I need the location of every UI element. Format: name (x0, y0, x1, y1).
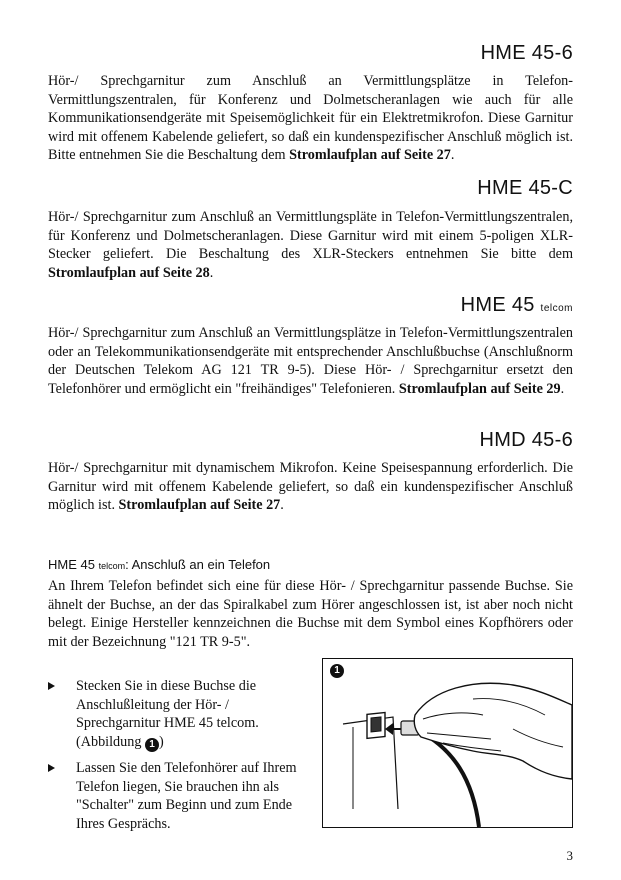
insert-arrow-head (385, 723, 393, 735)
step-text (76, 677, 310, 752)
model-name: HMD 45-6 (479, 429, 573, 451)
hand-plugging-connector-illustration (323, 659, 572, 827)
description-hme-45-c (48, 208, 573, 282)
title-rest: : Anschluß an ein Telefon (125, 557, 271, 572)
description-hmd-45-6 (48, 459, 573, 515)
circuit-diagram-reference: Stromlaufplan auf Seite 27 (289, 147, 451, 164)
description-text: Hör-/ Sprechgarnitur mit dynamischem Mikrofon. Keine Speisespannung erforderlich. Die Garnitur wird mit offenem Kabelende geliefert, so daß ein kundenspezifischer Anschluß möglich ist. (48, 460, 573, 514)
model-name: HME 45-C (477, 177, 573, 199)
circuit-diagram-reference: Stromlaufplan auf Seite 28 (48, 264, 210, 281)
intro-text: An Ihrem Telefon befindet sich eine für diese Hör- / Sprechgarnitur passende Buchse. Sie ähnelt der Buchse, an der das Spiralkabel zum Hörer angeschlossen ist, ist aber noch nicht belegt. Einige Hersteller kennzeichnen die Buchse mit dem Symbol eines Kopfhörers oder mit der Bezeichnung "121 TR 9-5". (48, 578, 573, 650)
model-heading-hmd-45-6 (479, 429, 573, 452)
description-hme-45-6 (48, 72, 573, 165)
sentence-end: . (209, 264, 214, 281)
bullet-arrow-icon (48, 682, 55, 690)
model-name: HME 45 (460, 294, 535, 316)
model-name: HME 45-6 (480, 42, 573, 64)
hand-outline (414, 683, 572, 779)
socket-hole (371, 717, 381, 732)
step-2-text: Lassen Sie den Telefonhörer auf Ihrem Telefon liegen, Sie brauchen ihn als "Schalter" zum Beginn und zum Ende Ihres Gesprächs. (76, 760, 297, 832)
sentence-end: . (280, 497, 284, 514)
figure-plugging-cable (322, 658, 573, 828)
title-model: HME 45 (48, 557, 95, 572)
description-text: Hör-/ Sprechgarnitur zum Anschluß an Vermittlungsplätze in Telefon-Vermittlungszentralen, für Konferenz und Dolmetscheranlagen wie auch für alle Kommunikationsendgeräte mit Speisemöglichkeit für ein Elektretmikrofon. Diese Garnitur wird mit offenem Kabelende geliefert, so daß ein kundenspezifischer Anschluß möglich ist. Bitte entnehmen Sie die Beschaltung dem (48, 73, 573, 164)
circuit-diagram-reference: Stromlaufplan auf Seite 29 (398, 380, 561, 397)
step-1-text: Stecken Sie in diese Buchse die Anschlußleitung der Hör- / Sprechgarnitur HME 45 telcom. (Abbildung (76, 678, 259, 750)
circuit-diagram-reference: Stromlaufplan auf Seite 27 (118, 497, 281, 514)
description-text: Hör-/ Sprechgarnitur zum Anschluß an Vermittlungspläte in Telefon-Vermittlungszentralen, für Konferenz und Dolmetscheranlagen. Diese Garnitur wird mit einem 5-poligen XLR-Stecker geliefert. Die Beschaltung des XLR-Steckers entnehmen Sie bitte dem (48, 209, 573, 263)
page-number: 3 (566, 848, 573, 863)
connection-intro (48, 577, 573, 651)
model-heading-hme-45-6 (481, 42, 573, 65)
step-1-end: ) (158, 733, 164, 750)
model-heading-hme-45-telcom (461, 294, 573, 317)
sentence-end: . (450, 147, 455, 164)
model-suffix: telcom (540, 303, 573, 314)
figure-number-badge: 1 (330, 664, 344, 678)
title-suffix: telcom (98, 561, 126, 571)
description-text: Hör-/ Sprechgarnitur zum Anschluß an Vermittlungsplätze in Telefon-Vermittlungszentralen oder an Telekommunikationsendgeräte mit entsprechender Anschlußbuchse (Anschlußnorm der Deutschen Telekom AG 121 TR 9-5). Diese Hör- / Sprechgarnitur ersetzt den Telefonhörer und ermöglicht ein "freihändiges" Telefonieren. (48, 325, 573, 397)
model-heading-hme-45-c (477, 177, 573, 200)
sentence-end: . (560, 380, 565, 397)
description-hme-45-telcom (48, 324, 573, 398)
connection-section-title (48, 557, 270, 572)
figure-ref-badge: 1 (145, 738, 159, 752)
bullet-arrow-icon (48, 764, 55, 772)
instruction-step-2 (48, 759, 310, 833)
instruction-step-1 (48, 677, 310, 752)
